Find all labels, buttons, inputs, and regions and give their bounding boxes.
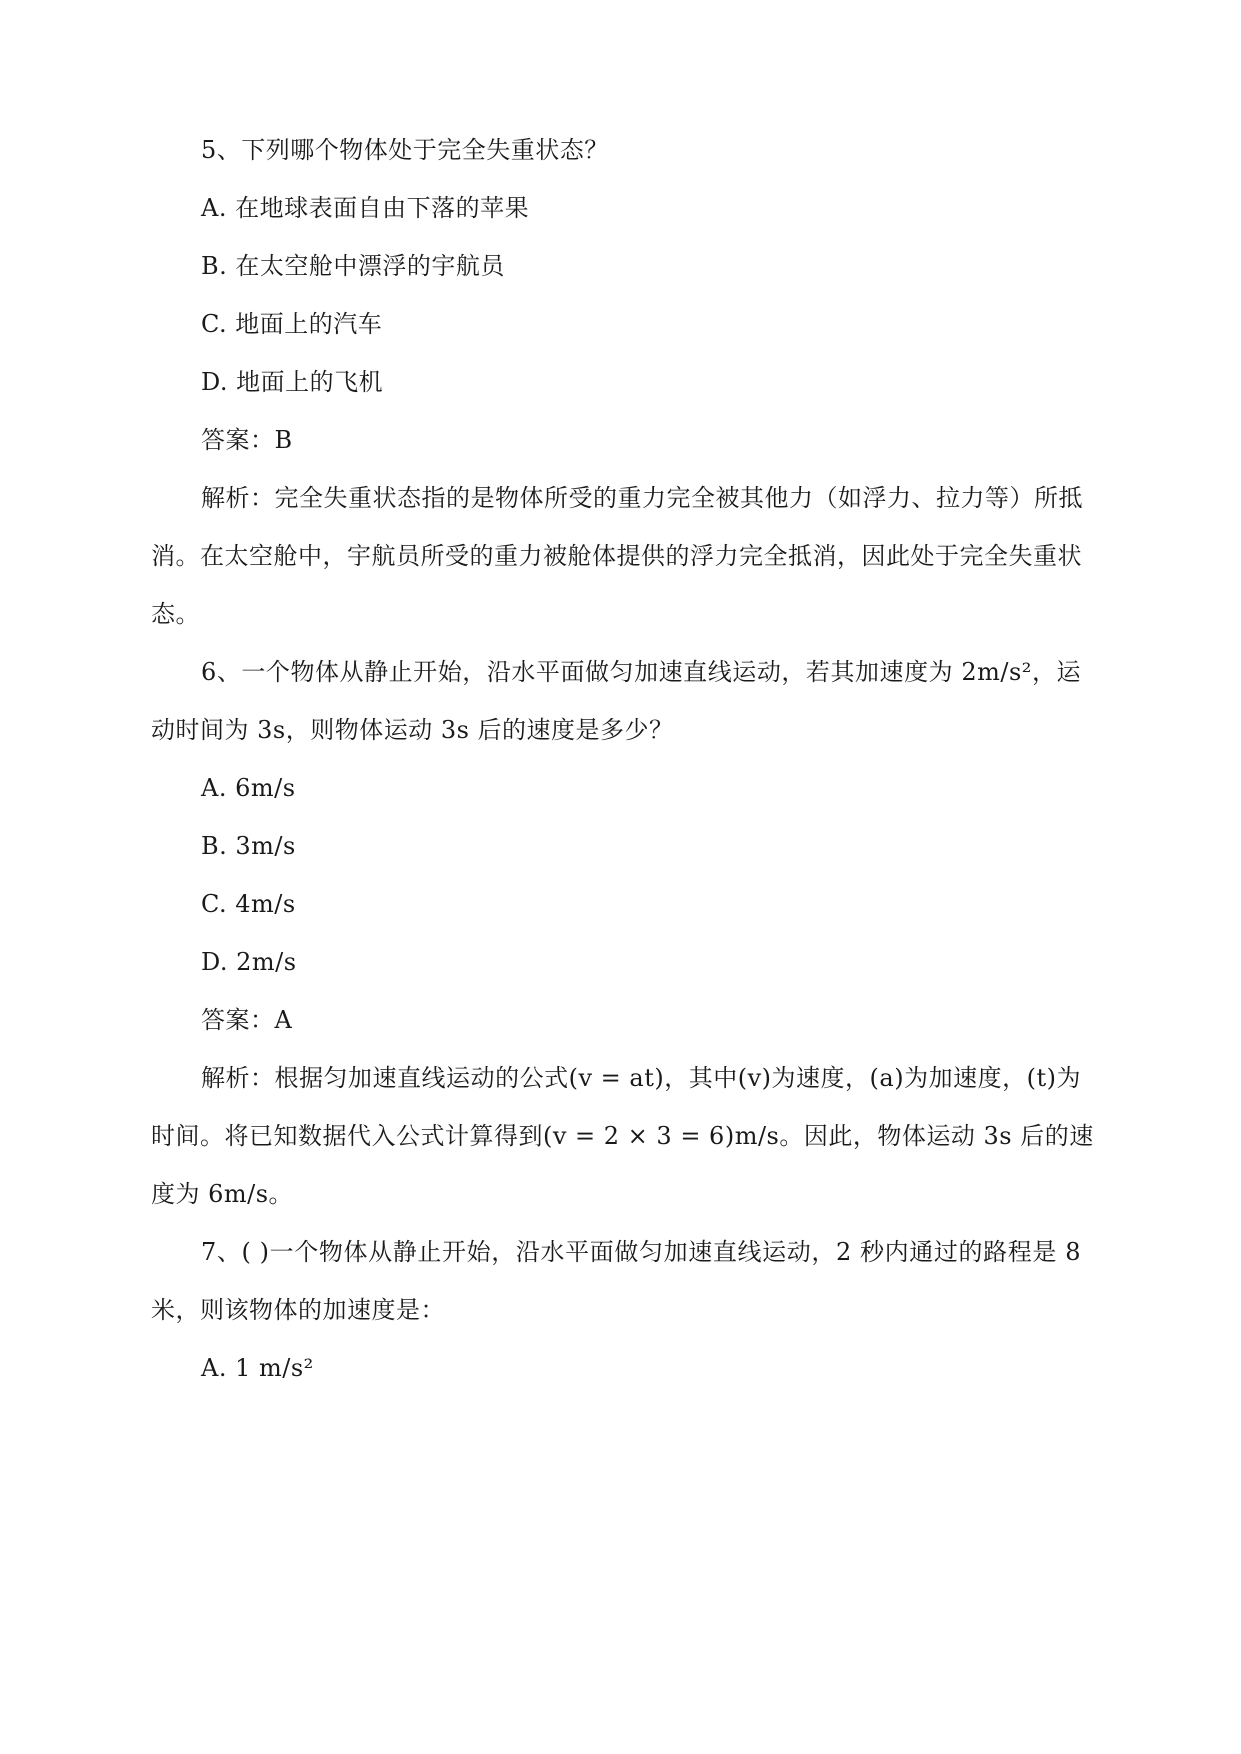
- question-6-analysis-line-1: 解析：根据匀加速直线运动的公式(v = at)，其中(v)为速度，(a)为加速度，(t)为: [201, 1064, 1081, 1092]
- question-6-analysis-line-2: 时间。将已知数据代入公式计算得到(v = 2 × 3 = 6)m/s。因此，物体运动 3s 后的速: [151, 1122, 1094, 1150]
- question-6-option-b: B. 3m/s: [201, 832, 296, 860]
- question-6-option-d: D. 2m/s: [201, 948, 297, 976]
- question-6-analysis-line-3: 度为 6m/s。: [151, 1180, 294, 1208]
- question-6-option-c: C. 4m/s: [201, 890, 296, 918]
- question-6-option-a: A. 6m/s: [201, 774, 296, 802]
- question-6-answer: 答案：A: [201, 1006, 293, 1034]
- question-5-option-c: C. 地面上的汽车: [201, 310, 383, 338]
- question-7-text-line-1: 7、( )一个物体从静止开始，沿水平面做匀加速直线运动，2 秒内通过的路程是 8: [201, 1238, 1081, 1266]
- question-5-option-a: A. 在地球表面自由下落的苹果: [201, 194, 530, 222]
- question-5-analysis-line-1: 解析：完全失重状态指的是物体所受的重力完全被其他力（如浮力、拉力等）所抵: [201, 484, 1083, 512]
- question-5-answer: 答案：B: [201, 426, 293, 454]
- question-5-option-b: B. 在太空舱中漂浮的宇航员: [201, 252, 505, 280]
- question-7-text-line-2: 米，则该物体的加速度是：: [151, 1296, 445, 1324]
- question-6-text-line-2: 动时间为 3s，则物体运动 3s 后的速度是多少？: [151, 716, 674, 744]
- question-5-analysis-line-2: 消。在太空舱中，宇航员所受的重力被舱体提供的浮力完全抵消，因此处于完全失重状: [151, 542, 1082, 570]
- question-6-text-line-1: 6、一个物体从静止开始，沿水平面做匀加速直线运动，若其加速度为 2m/s²，运: [201, 658, 1081, 686]
- question-5-text: 5、下列哪个物体处于完全失重状态？: [201, 136, 609, 164]
- question-7-option-a: A. 1 m/s²: [201, 1354, 314, 1382]
- question-5-option-d: D. 地面上的飞机: [201, 368, 384, 396]
- question-5-analysis-line-3: 态。: [151, 600, 200, 628]
